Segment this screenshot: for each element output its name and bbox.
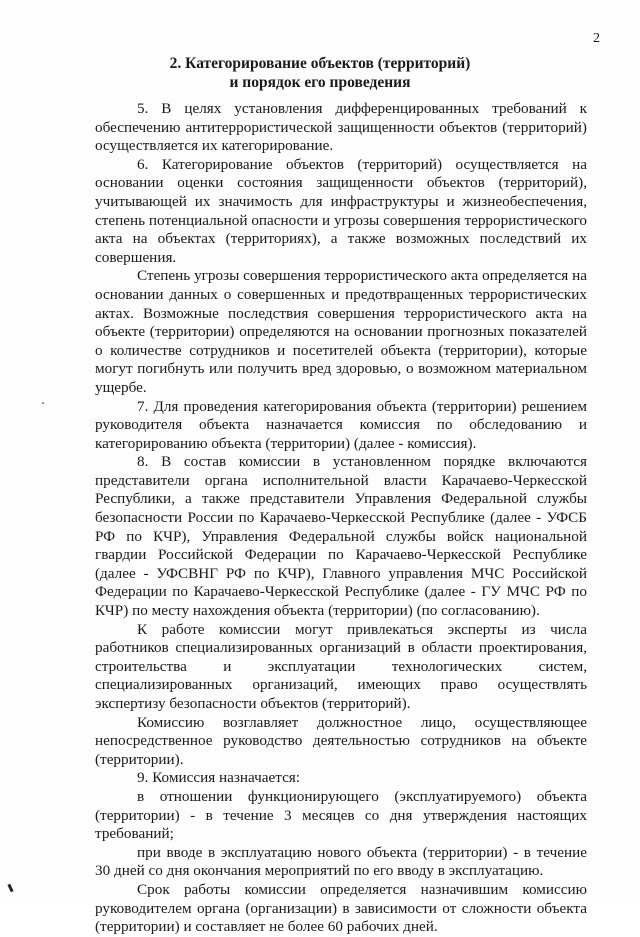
document-body — [95, 100, 587, 937]
paragraph-9: 9. Комиссия назначается: — [137, 769, 301, 787]
section-heading-line-2: и порядок его проведения — [229, 74, 411, 91]
scan-speck — [42, 402, 44, 404]
paragraph-9-new-object: при вводе в эксплуатацию нового объекта (территории) - в течение 30 дней со дня окончания мероприятий по его вводу в эксплуатацию. — [95, 843, 587, 880]
paragraph-8-chair: Комиссию возглавляет должностное лицо, осуществляющее непосредственное руководство деятельностью сотрудников на объекте (территории). — [95, 713, 587, 768]
scan-corner-mark — [7, 884, 13, 893]
paragraph-commission-term: Срок работы комиссии определяется назначившим комиссию руководителем органа (организации) в зависимости от сложности объекта (территории) и составляет не более 60 рабочих дней. — [95, 880, 587, 936]
paragraph-5: 5. В целях установления дифференцированных требований к обеспечению антитеррористической защищенности объектов (территорий) осуществляется их категорирование. — [95, 100, 587, 155]
paragraph-8-experts: К работе комиссии могут привлекаться эксперты из числа работников специализированных организаций в области проектирования, строительства и эксплуатации технологических систем, специализированных организаций, имеющих право осуществлять экспертизу безопасности объектов (территорий). — [95, 620, 587, 712]
paragraph-9-existing-object: в отношении функционирующего (эксплуатируемого) объекта (территории) - в течение 3 месяцев со дня утверждения настоящих требований; — [95, 787, 587, 843]
section-heading — [0, 54, 640, 92]
page-number: 2 — [593, 31, 600, 46]
section-heading-line-1: 2. Категорирование объектов (территорий) — [169, 55, 471, 72]
paragraph-6: 6. Категорирование объектов (территорий) осуществляется на основании оценки состояния защищенности объектов (территорий), учитывающей их значимость для инфраструктуры и жизнеобеспечения, степень потенциальной опасности и угрозы совершения террористического акта на объектах (территориях), а также возможных последствий их совершения. — [95, 155, 587, 266]
paragraph-8: 8. В состав комиссии в установленном порядке включаются представители органа исполнительной власти Карачаево-Черкесской Республики, а также представители Управления Федеральной службы безопасности России по Карачаево-Черкесской Республике (далее - УФСБ РФ по КЧР), Управления Федеральной службы войск национальной гвардии Российской Федерации по Карачаево-Черкесской Республике (далее - УФСВНГ РФ по КЧР), Главного управления МЧС Российской Федерации по Карачаево-Черкесской Республике (далее - ГУ МЧС РФ по КЧР) по месту нахождения объекта (территории) (по согласованию). — [95, 453, 587, 620]
paragraph-7: 7. Для проведения категорирования объекта (территории) решением руководителя объекта назначается комиссия по обследованию и категорированию объекта (территории) (далее - комиссия). — [95, 397, 587, 452]
paragraph-6-threat-level: Степень угрозы совершения террористического акта определяется на основании данных о совершенных и предотвращенных террористических актах. Возможные последствия совершения террористического акта на объекте (территории) определяются на основании прогнозных показателей о количестве сотрудников и посетителей объекта (территории), которые могут погибнуть или получить вред здоровью, о возможном материальном ущербе. — [95, 267, 587, 396]
